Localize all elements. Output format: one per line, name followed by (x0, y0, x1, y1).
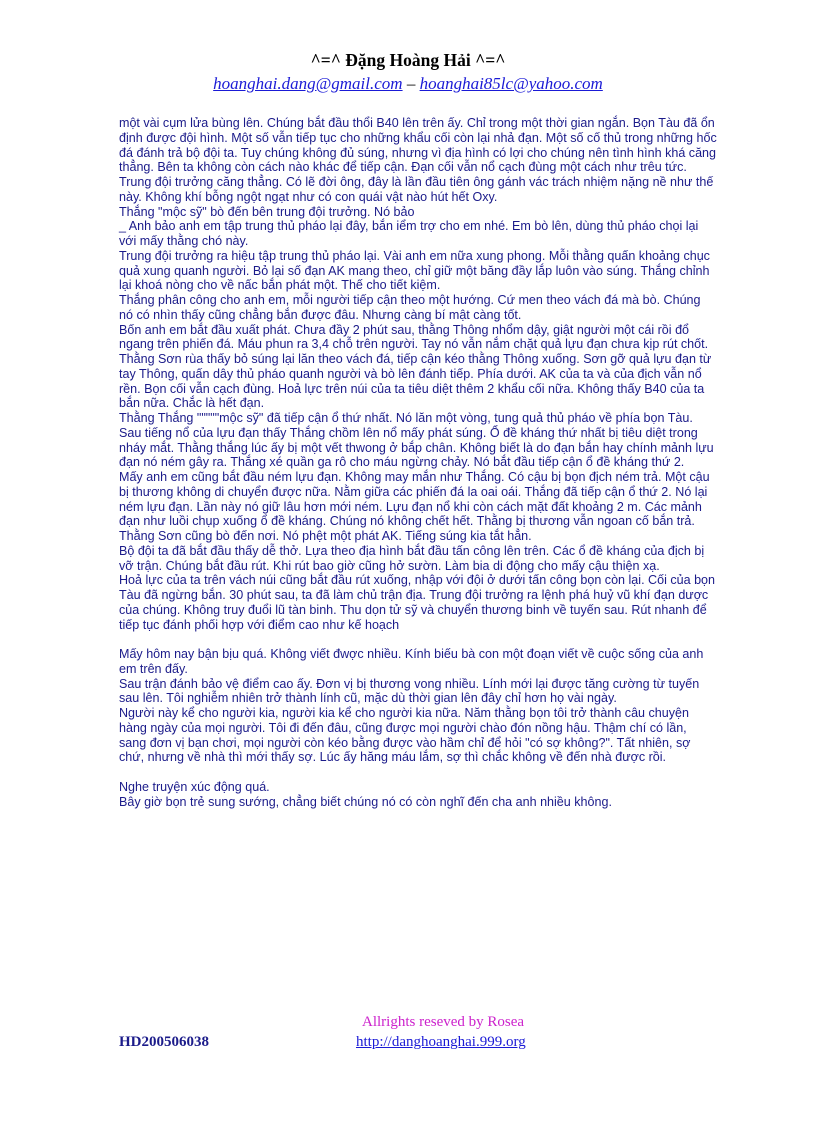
author-title: ^=^ Đặng Hoàng Hải ^=^ (310, 50, 506, 70)
paragraph: Mấy anh em cũng bắt đầu ném lựu đạn. Không may mắn như Thắng. Có cậu bị bọn địch ném trả. Một cậu bị thương không di chuyển được nữa. Nằm giữa các phiến đá la oai oái. Thắng đã tiếp cận ổ thứ 2. Nó lại ném lựu đạn. Lần này nó giữ lâu hơn mới ném. Lựu đạn nổ khi còn cách mặt đất khoảng 2 m. Các mảnh đạn như luồi chụp xuống ổ đề kháng. Chúng nó không chết hết. Thằng bị thương vẫn ngoan cố bắn trả. Thằng Sơn cũng bò đến nơi. Nó phệt một phát AK. Tiếng súng kia tắt hẳn. (119, 470, 710, 543)
page-header (0, 48, 816, 96)
paragraph: Thắng phân công cho anh em, mỗi người tiếp cận theo một hướng. Cứ men theo vách đá mà bò. Chúng nó có nhìn thấy cũng chẳng bắn được đâu. Nhưng càng bí mật càng tốt. (119, 293, 701, 322)
paragraph: Thắng "mộc sỹ" bò đến bên trung đội trưởng. Nó bảo (119, 204, 415, 219)
copyright-notice: Allrights reseved by Rosea (362, 1014, 525, 1030)
paragraph: Sau trận đánh bảo vệ điểm cao ấy. Đơn vị bị thương vong nhiều. Lính mới lại được tăng cường từ tuyến sau lên. Tôi nghiễm nhiên trở thành lính cũ, mặc dù thời gian lên đây chỉ hơn họ vài ngày. (119, 676, 700, 706)
paragraph: một vài cụm lửa bùng lên. Chúng bắt đầu thổi B40 lên trên ấy. Chỉ trong một thời gian ngắn. Bọn Tàu đã ổn định được đội hình. Một số vẫn tiếp tục cho những khẩu cối còn lại nhả đạn. Một số cố thủ trong những hốc đá đánh trả bộ đội ta. Tuy chúng không đủ súng, nhưng vì địa hình có lợi cho chúng nên tình hình khá căng thẳng. Bên ta không còn cách nào khác để tiếp cận. Đạn cối vẫn nổ cạch đùng một cách như trêu tức. Trung đội trưởng căng thẳng. Có lẽ đời ông, đây là lần đầu tiên ông gánh vác trách nhiệm nặng nề như thế này. Không khí bỗng ngột ngạt như có con quái vật nào hút hết Oxy. (119, 116, 717, 204)
paragraph: _ Anh bảo anh em tập trung thủ pháo lại đây, bắn iểm trợ cho em nhé. Em bò lên, dùng thủ pháo chọi lại với mấy thằng chó này. (119, 219, 699, 248)
contact-emails (0, 72, 816, 96)
paragraph: Nghe truyện xúc động quá. (119, 779, 270, 794)
email-link-yahoo[interactable]: hoanghai85lc@yahoo.com (419, 74, 603, 93)
paragraph: Thằng Thắng """""mộc sỹ" đã tiếp cận ổ thứ nhất. Nó lăn một vòng, tung quả thủ pháo về phía bọn Tàu. Sau tiếng nổ của lựu đạn thấy Thắng chồm lên nổ mấy phát súng. Ổ đề kháng thứ nhất bị tiêu diệt trong nháy mắt. Thằng thắng lúc ấy bị một vết thwong ở bắp chân. Không biết là do đạn bắn hay chính mảnh lựu đạn nó ném gây ra. Thắng xé quần ga rô cho máu ngừng chảy. Nó bắt đầu tiếp cận ổ đề kháng thứ 2. (119, 411, 714, 470)
email-separator: – (402, 74, 420, 93)
document-code: HD200506038 (119, 1034, 209, 1050)
paragraph: Hoả lực của ta trên vách núi cũng bắt đầu rút xuống, nhập với đội ở dưới tấn công bọn còn lại. Cối của bọn Tàu đã ngừng bắn. 30 phút sau, ta đã làm chủ trận địa. Trung đội trưởng ra lệnh phá huỷ vũ khí đạn dược của chúng. Không truy đuổi lũ tàn binh. Thu dọn tử sỹ và chuyển thương binh về tuyến sau. Rút nhanh để tiếp tục đánh phối hợp với điểm cao như kế hoạch (119, 573, 716, 632)
paragraph: Trung đội trưởng ra hiệu tập trung thủ pháo lại. Vài anh em nữa xung phong. Mỗi thằng quấn khoảng chục quả xung quanh người. Bỏ lại số đạn AK mang theo, chỉ giữ một băng đầy lắp luôn vào súng. Thắng chỉnh lại khoá nòng cho về nấc bắn phát một. Thế cho tiết kiệm. (119, 248, 710, 293)
paragraph: Bốn anh em bắt đầu xuất phát. Chưa đầy 2 phút sau, thằng Thông nhổm dậy, giật người một cái rồi đổ ngang trên phiến đá. Máu phun ra 3,4 chỗ trên người. Tay nó vẫn nắm chặt quả lựu đạn chưa kịp rút chốt. Thằng Sơn rùa thấy bỏ súng lại lăn theo vách đá, tiếp cận kéo thằng Thông xuống. Sơn gỡ quả lựu đạn từ tay Thông, quấn dây thủ pháo quanh người và bò lên đánh tiếp. Phía dưới. AK của ta và của địch vẫn nổ rền. Bọn cối vẫn cạch đùng. Hoả lực trên núi của ta tiêu diệt thêm 2 khẩu cối nữa. Không thấy B40 của ta bắn nữa. Chắc là hết đạn. (119, 322, 712, 411)
paragraph: Bây giờ bọn trẻ sung sướng, chẳng biết chúng nó có còn nghĩ đến cha anh nhiều không. (119, 794, 612, 809)
paragraph: Mấy hôm nay bận bịu quá. Không viết đwợc nhiều. Kính biếu bà con một đoạn viết về cuộc sống của anh em trên đấy. (119, 647, 704, 676)
paragraph: Bộ đội ta đã bắt đầu thấy dễ thở. Lựa theo địa hình bắt đầu tấn công lên trên. Các ổ đề kháng của địch bị vỡ trận. Chúng bắt đầu rút. Khi rút bao giờ cũng hở sườn. Làm bia di động cho mấy cậu thiện xạ. (119, 543, 705, 573)
story-body (119, 116, 717, 809)
website-link[interactable]: http://danghoanghai.999.org (356, 1034, 526, 1050)
paragraph: Người này kể cho người kia, người kia kể cho người kia nữa. Năm thằng bọn tôi trở thành câu chuyện hàng ngày của mọi người. Tôi đi đến đâu, cũng được mọi người chào đón nồng hậu. Thậm chí có lần, sang đơn vị bạn chơi, mọi người còn kéo bằng được vào hầm chỉ để hỏi "có sợ không?". Tất nhiên, sợ chứ, nhưng về nhà thì mới thấy sợ. Lúc ấy hăng máu lắm, sợ thì chắc không về đến nhà được rồi. (119, 706, 691, 765)
email-link-gmail[interactable]: hoanghai.dang@gmail.com (213, 74, 403, 93)
